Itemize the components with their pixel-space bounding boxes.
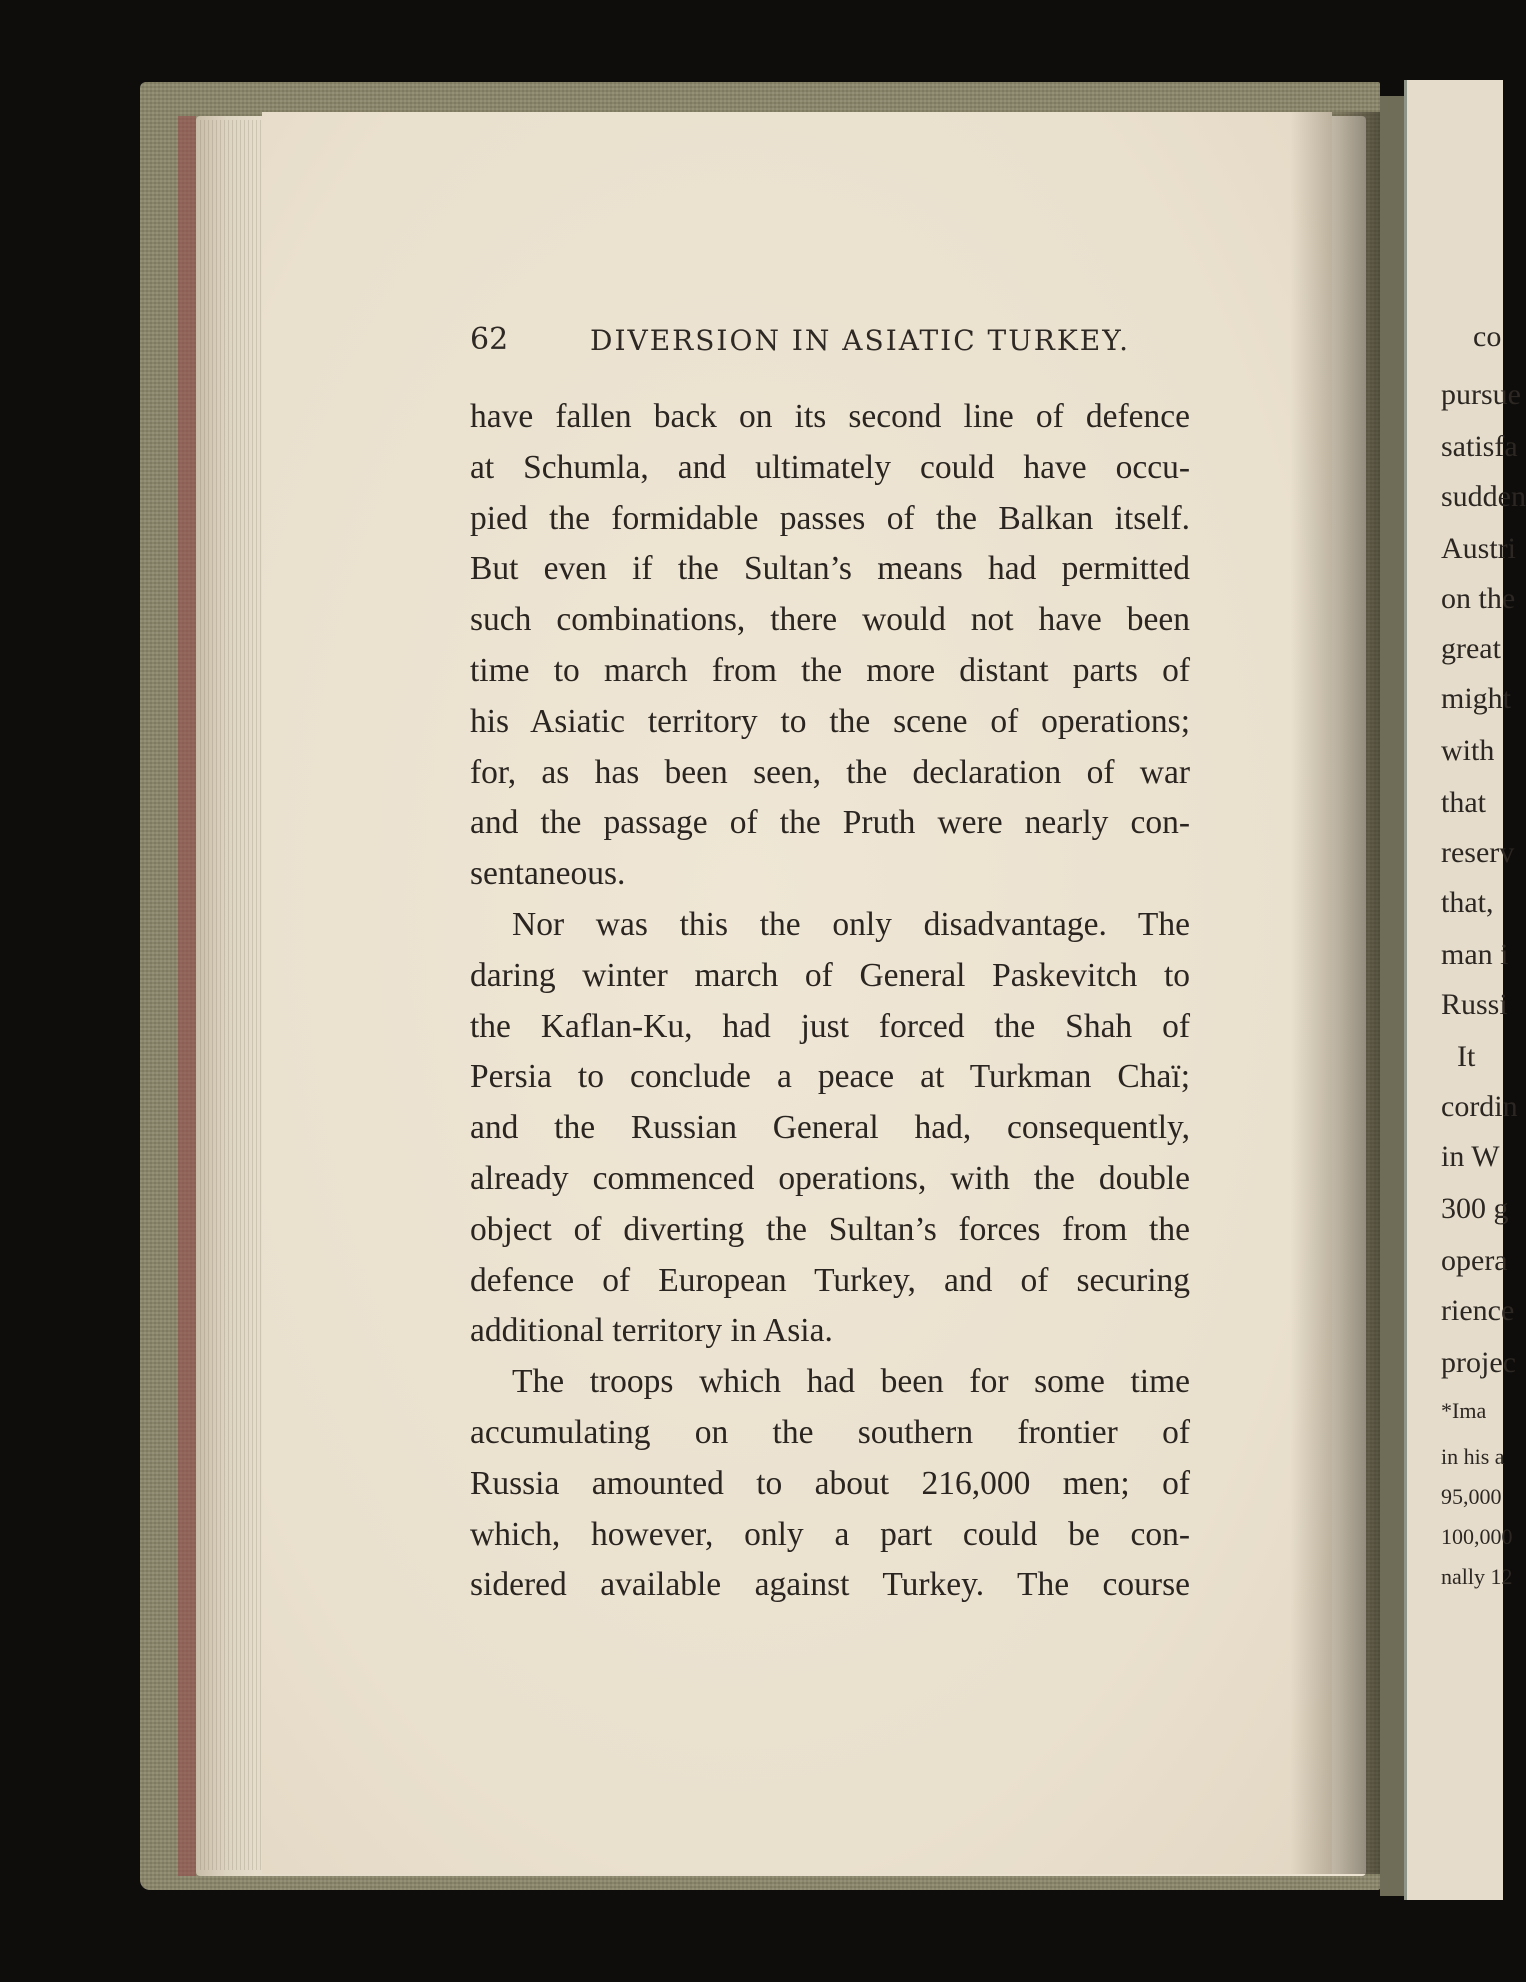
text-line: object of diverting the Sultan’s forces from the [470,1210,1190,1248]
text-line: Nor was this the only disadvantage. The [512,905,1190,943]
page-body [470,392,1190,1611]
text-line: which, however, only a part could be con- [470,1515,1190,1553]
facing-page-fragment: co [1473,320,1502,353]
text-line: sentaneous. [470,855,626,893]
page-number: 62 [470,322,509,357]
facing-page-fragment: with [1441,734,1495,767]
text-line: additional territory in Asia. [470,1312,833,1350]
facing-page-fragment: 300 g [1441,1192,1509,1225]
facing-page-fragment: Austri [1441,532,1516,565]
facing-page-fragment: rience [1441,1294,1515,1327]
facing-page-fragment: sudden [1441,480,1526,513]
facing-page-fragment: reserv [1441,836,1515,869]
text-line: defence of European Turkey, and of securing [470,1261,1190,1299]
facing-page-fragment: in his a [1441,1444,1505,1469]
text-line: pied the formidable passes of the Balkan itself. [470,499,1190,537]
facing-page-fragment: that, [1441,886,1494,919]
facing-page-fragment: *Ima [1441,1398,1487,1423]
facing-page [1404,80,1526,1900]
text-line: Persia to conclude a peace at Turkman Chaï; [470,1058,1190,1096]
facing-page-fragment: might [1441,682,1512,715]
text-line: daring winter march of General Paskevitch to [470,956,1190,994]
text-line: time to march from the more distant parts of [470,651,1190,689]
page-header [470,322,1190,362]
text-line: already commenced operations, with the double [470,1159,1190,1197]
text-line: and the passage of the Pruth were nearly con- [470,804,1190,842]
text-line: But even if the Sultan’s means had permitted [470,550,1190,588]
text-line: the Kaflan-Ku, had just forced the Shah of [470,1007,1190,1045]
facing-page-fragment: opera [1441,1244,1508,1277]
text-line: accumulating on the southern frontier of [470,1413,1190,1451]
text-line: The troops which had been for some time [512,1363,1190,1401]
facing-page-fragment: man i [1441,938,1509,971]
facing-page-fragment: that [1441,786,1486,819]
text-line: and the Russian General had, consequently, [470,1109,1190,1147]
book-gutter [1290,112,1380,1874]
facing-page-fragment: great [1441,632,1501,665]
facing-page-fragment: 95,000 [1441,1484,1502,1509]
running-head: DIVERSION IN ASIATIC TURKEY. [590,324,1131,357]
text-line: at Schumla, and ultimately could have occu- [470,448,1190,486]
facing-page-fragment: in W [1441,1140,1500,1173]
facing-page-fragment: satisfa [1441,430,1518,463]
facing-page-fragment: pursue [1441,378,1521,411]
text-line: sidered available against Turkey. The course [470,1566,1190,1604]
text-line: for, as has been seen, the declaration of war [470,753,1190,791]
facing-page-fragment: cordin [1441,1090,1518,1123]
text-line: his Asiatic territory to the scene of operations; [470,702,1190,740]
facing-page-fragment: It [1457,1040,1476,1073]
text-line: have fallen back on its second line of defence [470,398,1190,435]
text-line: Russia amounted to about 216,000 men; of [470,1464,1190,1502]
facing-page-fragment: 100,000 [1441,1524,1513,1549]
facing-page-fragment: projec [1441,1346,1516,1379]
text-line: such combinations, there would not have been [470,601,1190,639]
facing-page-fragment: Russi [1441,988,1508,1021]
facing-page-fragment: nally 12 [1441,1564,1513,1589]
cover-edge [178,116,196,1876]
facing-page-fragment: on the [1441,582,1516,615]
